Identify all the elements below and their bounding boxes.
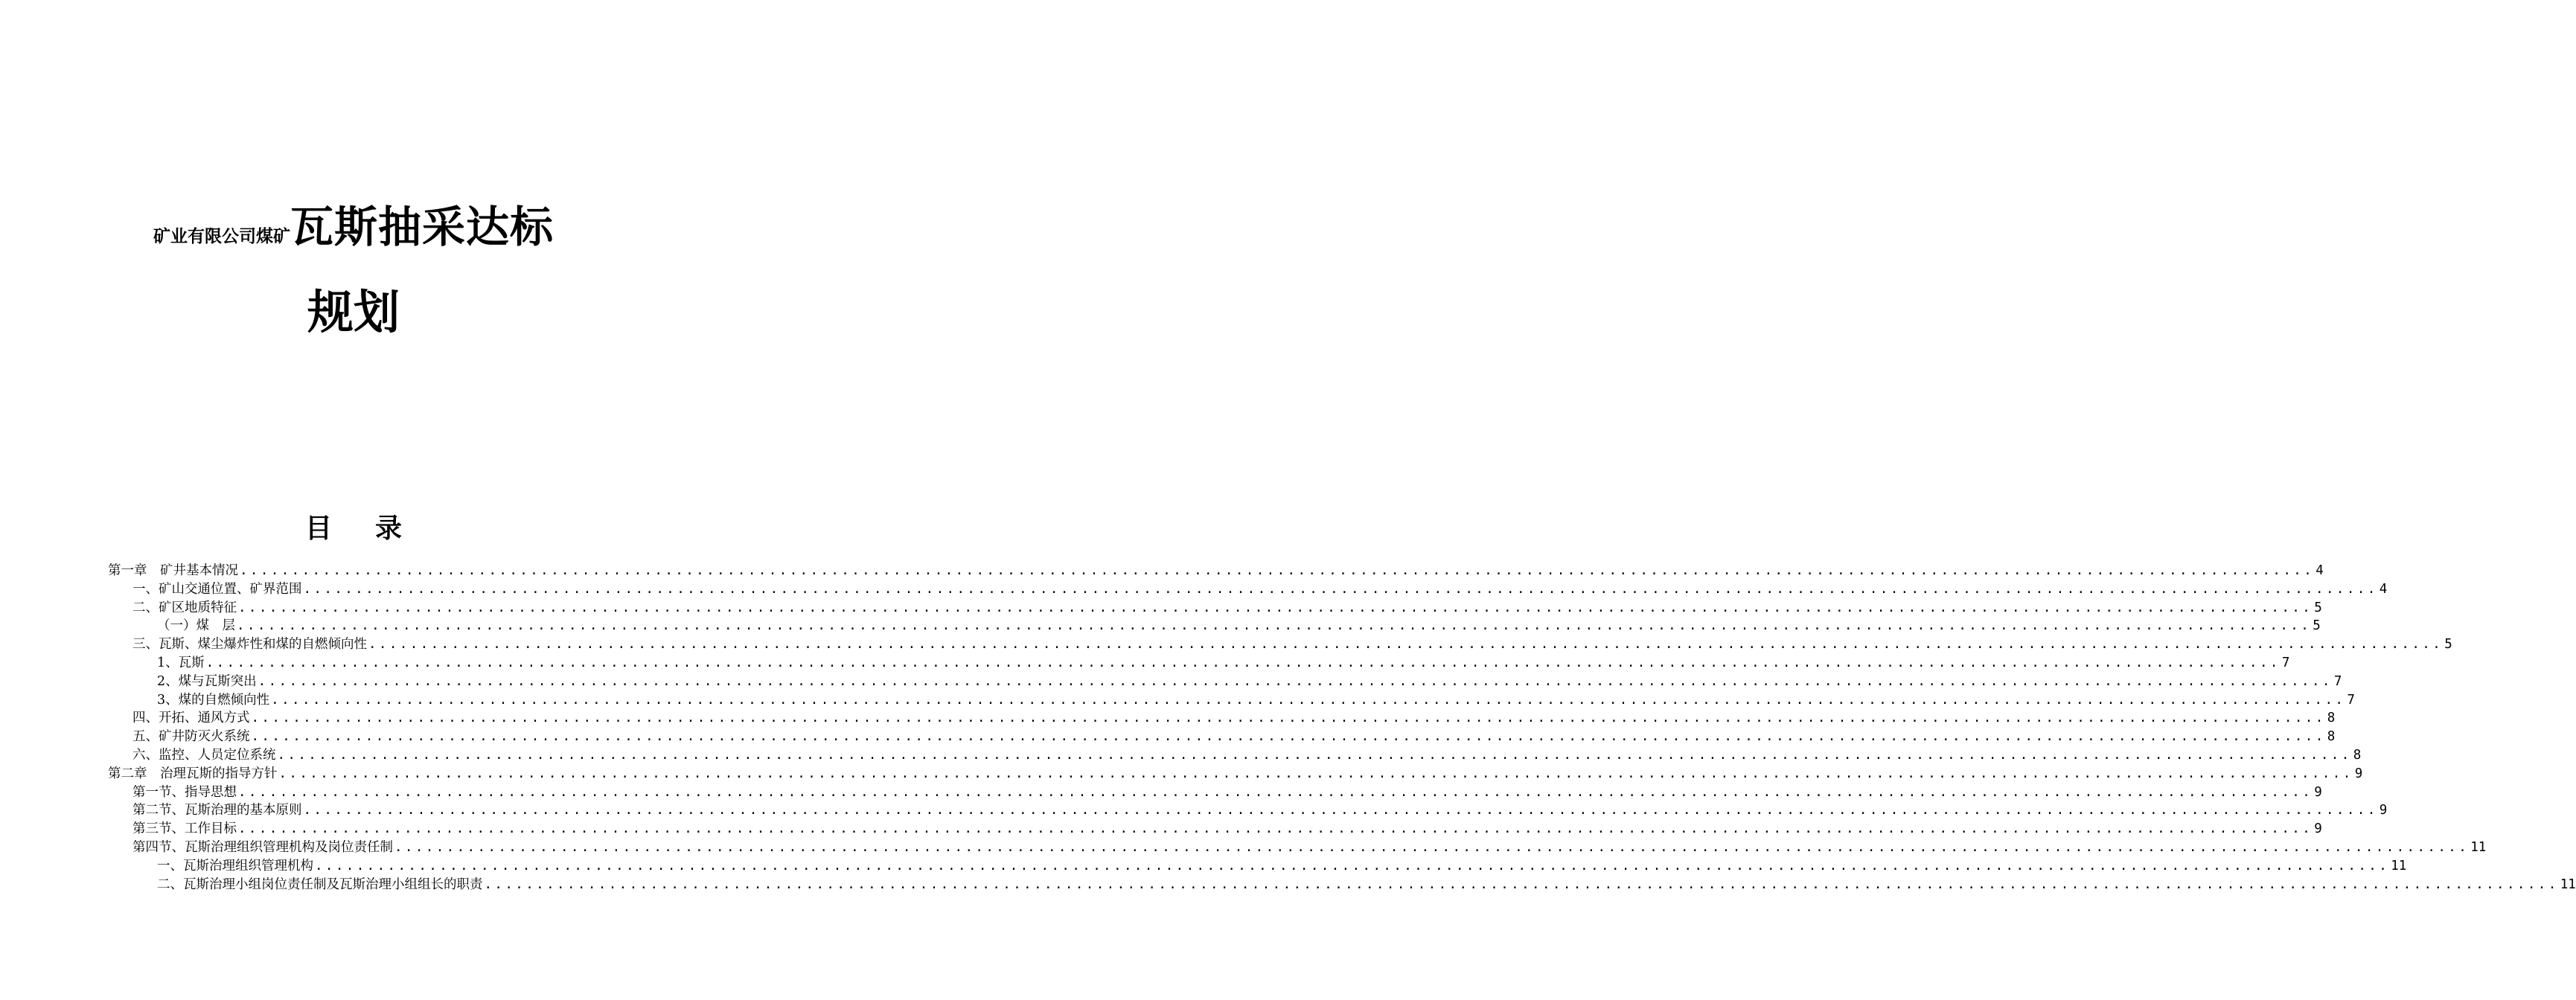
toc-entry-page-number: 9 [2314, 821, 2322, 837]
toc-entry-title: 2、煤与瓦斯突出 [157, 673, 257, 689]
toc-entry-page-number: 4 [2379, 581, 2388, 597]
toc-entry-page-number: 7 [2333, 673, 2342, 689]
toc-entry-page-number: 9 [2354, 766, 2363, 781]
toc-entry-title: 二、瓦斯治理小组岗位责任制及瓦斯治理小组组长的职责 [157, 876, 483, 892]
toc-dot-leader: ........................................................................................................................................................................................................ [394, 839, 2470, 855]
toc-entry-title: 四、开拓、通风方式 [132, 711, 250, 726]
toc-entry[interactable] [108, 746, 2362, 765]
toc-entry[interactable] [108, 617, 2321, 635]
toc-dot-leader: ........................................................................................................................................................................................................ [251, 729, 2326, 745]
toc-entry[interactable] [108, 876, 2576, 894]
toc-dot-leader: ........................................................................................................................................................................................................ [205, 655, 2281, 670]
toc-entry-page-number: 5 [2444, 637, 2452, 653]
toc-entry[interactable] [108, 580, 2388, 599]
toc-dot-leader: ........................................................................................................................................................................................................ [315, 858, 2390, 874]
toc-dot-leader: ........................................................................................................................................................................................................ [251, 711, 2326, 726]
toc-entry[interactable] [108, 635, 2452, 654]
title-main-line2: 规划 [307, 285, 400, 339]
toc-entry[interactable] [108, 820, 2322, 839]
toc-entry-page-number: 5 [2314, 600, 2322, 615]
toc-entry[interactable] [108, 709, 2336, 728]
toc-entry-page-number: 7 [2347, 692, 2355, 708]
toc-entry[interactable] [108, 599, 2322, 618]
toc-entry[interactable] [108, 691, 2355, 710]
toc-dot-leader: ........................................................................................................................................................................................................ [484, 876, 2559, 892]
toc-dot-leader: ........................................................................................................................................................................................................ [278, 766, 2353, 781]
title-main: 瓦斯抽采达标 [290, 202, 554, 252]
toc-entry[interactable] [108, 801, 2388, 820]
toc-dot-leader: ........................................................................................................................................................................................................ [271, 692, 2346, 708]
toc-entry[interactable] [108, 765, 2363, 783]
toc-entry[interactable] [108, 839, 2487, 857]
toc-entry-page-number: 11 [2391, 858, 2407, 874]
toc-entry-title: 第一节、指导思想 [132, 784, 237, 800]
toc-dot-leader: ........................................................................................................................................................................................................ [238, 784, 2313, 800]
toc-entry[interactable] [108, 654, 2290, 673]
toc-dot-leader: ........................................................................................................................................................................................................ [238, 600, 2313, 615]
toc-dot-leader: ........................................................................................................................................................................................................ [368, 637, 2444, 653]
toc-entry-title: 一、瓦斯治理组织管理机构 [157, 858, 313, 874]
table-of-contents [108, 562, 2576, 894]
toc-entry-title: 第二章 治理瓦斯的指导方针 [108, 766, 278, 781]
toc-entry-title: 第一章 矿井基本情况 [108, 563, 238, 578]
toc-entry-title: 第三节、工作目标 [132, 821, 237, 837]
toc-entry-page-number: 7 [2281, 655, 2290, 670]
toc-entry[interactable] [108, 783, 2322, 802]
toc-entry[interactable] [108, 673, 2342, 691]
toc-entry-title: 第二节、瓦斯治理的基本原则 [132, 803, 302, 818]
toc-entry-title: 3、煤的自燃倾向性 [157, 692, 270, 708]
toc-entry-title: （一）煤 层 [157, 618, 235, 634]
toc-dot-leader: ........................................................................................................................................................................................................ [303, 803, 2378, 818]
toc-dot-leader: ........................................................................................................................................................................................................ [303, 581, 2378, 597]
toc-entry-title: 第四节、瓦斯治理组织管理机构及岗位责任制 [132, 839, 393, 855]
toc-dot-leader: ........................................................................................................................................................................................................ [277, 747, 2352, 763]
document-title [0, 192, 707, 254]
toc-dot-leader: ........................................................................................................................................................................................................ [237, 618, 2312, 634]
toc-entry-page-number: 9 [2314, 784, 2322, 800]
toc-entry-page-number: 8 [2327, 711, 2336, 726]
toc-entry-page-number: 9 [2379, 803, 2388, 818]
toc-entry-title: 1、瓦斯 [157, 655, 205, 670]
toc-dot-leader: ........................................................................................................................................................................................................ [258, 673, 2333, 689]
toc-entry-page-number: 8 [2353, 747, 2362, 763]
toc-dot-leader: ........................................................................................................................................................................................................ [238, 821, 2313, 837]
toc-entry-page-number: 11 [2470, 839, 2487, 855]
toc-entry[interactable] [108, 728, 2336, 746]
toc-entry-title: 一、矿山交通位置、矿界范围 [132, 581, 302, 597]
toc-entry[interactable] [108, 562, 2324, 580]
toc-dot-leader: ........................................................................................................................................................................................................ [240, 563, 2315, 578]
toc-entry-title: 二、矿区地质特征 [132, 600, 237, 615]
toc-entry-page-number: 5 [2313, 618, 2321, 634]
toc-entry-page-number: 8 [2327, 729, 2336, 745]
toc-entry[interactable] [108, 857, 2407, 876]
toc-entry-title: 三、瓦斯、煤尘爆炸性和煤的自燃倾向性 [132, 637, 367, 653]
title-company: 矿业有限公司煤矿 [153, 227, 290, 246]
toc-entry-title: 六、监控、人员定位系统 [132, 747, 276, 763]
toc-entry-page-number: 11 [2560, 876, 2576, 892]
toc-entry-title: 五、矿井防灭火系统 [132, 729, 250, 745]
toc-heading: 目录 [304, 513, 445, 544]
toc-entry-page-number: 4 [2315, 563, 2324, 578]
